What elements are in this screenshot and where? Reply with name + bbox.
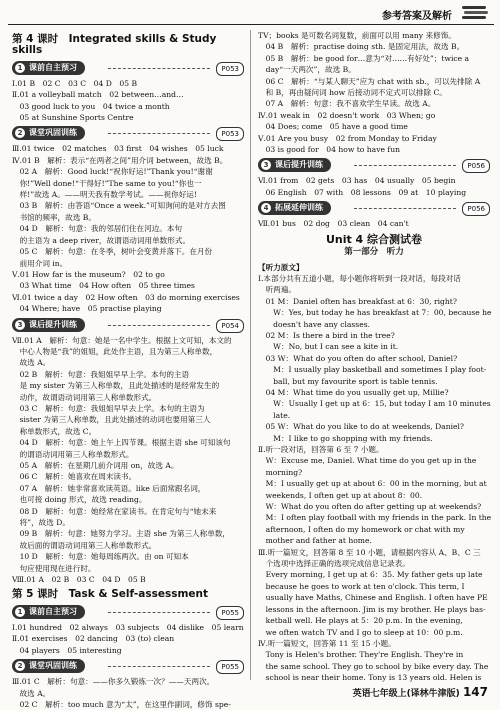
- section-label: 2 课堂巩固训练: [12, 659, 85, 673]
- text-line: 04 players 05 interesting: [12, 645, 122, 655]
- text-line: 03 good luck to you 04 twice a month: [12, 101, 170, 111]
- text-line: 05 W：What do you like to do at weekends, Daniel?: [258, 422, 465, 432]
- text-line: morning?: [258, 467, 303, 477]
- header-title: 参考答案及解析: [382, 11, 452, 22]
- text-line: afternoon, I often do my homework or chat with my: [258, 524, 465, 534]
- text-line: Ⅲ.01 twice 02 matches 03 first 04 wishes 05 luck: [12, 144, 224, 154]
- left-column: [12, 30, 244, 710]
- text-line: W：Yes, but today he has breakfast at 7：00, because he: [258, 308, 492, 318]
- section-label: 2 课堂巩固训练: [12, 126, 85, 140]
- text-line: 书馆的频率，故选 B。: [12, 212, 96, 222]
- text-line: 中心人物是“我”的姐姐，此处作主语，且为第三人称单数，: [12, 346, 218, 356]
- answer-block: [12, 143, 244, 314]
- text-line: 04 M：What time do you usually get up, Millie?: [258, 387, 449, 397]
- text-line: M：I usually play basketball and sometimes I play foot-: [258, 365, 487, 375]
- text-line: Ⅲ.01 C 解析：句意：——你多久锻炼一次？——天两次。: [12, 677, 215, 687]
- text-line: 句应使用现在进行时。: [12, 563, 96, 573]
- page-ref: P055: [216, 660, 244, 674]
- text-line: W：What do you often do after getting up at weekends?: [258, 502, 482, 512]
- text-line: 个选项中选择正确的选项完成信息记录表。: [258, 559, 410, 569]
- text-line: 03 W：What do you often do after school, Daniel?: [258, 353, 458, 363]
- text-line: 08 D 解析：句意：她经常在家读书。在肯定句与“她未来: [12, 506, 217, 516]
- text-line: 03 B 解析：由答语“Once a week.”可知询问的是对方去图: [12, 201, 226, 211]
- text-line: TV；books 是可数名词复数，前面可以用 many 来修饰。: [258, 31, 456, 40]
- text-line: 05 B 解析：be good for…意为“对……有好处”；twice a: [258, 53, 470, 63]
- text-line: 02 B 解析：句意：我姐姐早早上学。本句的主语: [12, 369, 190, 379]
- text-line: Ⅲ.听一篇短文，回答第 8 至 10 小题，请根据内容从 A、B、C 三: [258, 547, 481, 557]
- text-line: 02 M：Is there a bird in the tree?: [258, 330, 395, 340]
- text-line: sister 为第三人称单数，且此处描述的动词也要用第三人: [12, 415, 211, 425]
- text-line: Ⅰ.01 hundred 02 always 03 subjects 04 dislike 05 learn: [12, 622, 244, 632]
- page-footer: [353, 685, 488, 699]
- text-line: 是 my sister 为第三人称单数，且此处描述的是经常发生的: [12, 381, 220, 391]
- text-line: 05 A 解析：在星期几前介词用 on，故选 A。: [12, 461, 179, 470]
- section-label: 1 课前自主预习: [12, 61, 85, 75]
- section-bar-extend: [258, 201, 490, 215]
- text-line: 04 D 解析：句意：我的邻居们住在河边。本句: [12, 224, 183, 234]
- text-line: school is near their home. Tony is 13 years old. Helen is: [258, 673, 482, 683]
- text-line: 04 Does; come 05 have a good time: [258, 122, 408, 132]
- book-title: 英语七年级上(译林牛津版): [352, 689, 460, 699]
- text-line: doesn't have any classes.: [258, 319, 371, 329]
- text-line: 10 D 解析：句意：她每周练两次。由 on 可知本: [12, 552, 189, 562]
- answer-block: [12, 335, 244, 586]
- text-line: 04 D 解析：句意：她上午上四节课。根据主语 she 可知该句: [12, 438, 231, 448]
- unit-test-title: Unit 4 综合测试卷: [325, 232, 423, 246]
- listening-tag: 【听力原文】: [258, 262, 304, 272]
- text-line: 05 C 解析：句意：在冬季，树叶会变黄并落下。在月份: [12, 247, 213, 257]
- section-label: 1 课前自主预习: [12, 605, 85, 619]
- text-line: weekends, I often get up at about 8：00.: [258, 490, 423, 500]
- page-ref: P056: [462, 202, 490, 216]
- lesson4-title: 第 4 课时 Integrated skills & Study skills: [12, 33, 217, 57]
- text-line: W：No, but I can see a kite in it.: [258, 342, 399, 352]
- text-line: mother and father at home.: [258, 536, 372, 546]
- text-line: 前用介词 in。: [12, 258, 68, 268]
- text-line: 故后面的谓语动词用第三人称单数形式。: [12, 540, 157, 550]
- text-line: 样!”故选 A。——明天我有数学考试。——祝你好运!: [12, 190, 197, 200]
- text-line: 故选 A。: [12, 358, 51, 368]
- text-line: 动作，故谓语动词用第三人称单数形式。: [12, 392, 157, 402]
- right-column: [258, 30, 490, 684]
- page-number: 147: [462, 685, 488, 699]
- text-line: Ⅴ.01 Are you busy 02 from Monday to Friday: [258, 133, 437, 143]
- text-line: Ⅰ.本部分共有五道小题，每小题你将听到一段对话，每段对话: [258, 273, 461, 283]
- text-line: the same school. They go to school by bike every day. The: [258, 661, 489, 671]
- text-line: because he goes to work at ten o'clock. This term, I: [258, 581, 465, 591]
- text-line: W：Excuse me, Daniel. What time do you get up in the: [258, 456, 477, 466]
- text-line: 06 C 解析：她喜欢在周末读书。: [12, 472, 137, 482]
- text-line: Ⅱ.听一段对话，回答第 6 至 7 小题。: [258, 445, 384, 454]
- text-line: W：Usually I get up at 6：15, but today I am 10 minutes: [258, 399, 491, 409]
- page-ref: P053: [216, 127, 244, 141]
- text-line: 将”，故选 D。: [12, 518, 70, 528]
- section-bar-class: [12, 126, 244, 140]
- column-divider: [250, 30, 251, 680]
- page-ref: P054: [216, 319, 244, 333]
- text-line: 称单数形式，故选 C。: [12, 426, 97, 436]
- text-line: 03 is good for 04 how to have fun: [258, 145, 400, 155]
- section-label: 3 课后提升训练: [12, 318, 85, 332]
- text-line: Every morning, I get up at 6：35. My father gets up late: [258, 570, 483, 580]
- text-line: Ⅰ.01 B 02 C 03 C 04 D 05 B: [12, 78, 138, 88]
- text-line: 04 B 解析：practise doing sth. 是固定用法，故选 B。: [258, 42, 465, 52]
- text-line: 07 A 解析：她非常喜欢读英语。like 后面常跟名词，: [12, 483, 206, 493]
- listening-script: [258, 273, 490, 684]
- text-line: late.: [258, 410, 291, 420]
- text-line: 01 M：Daniel often has breakfast at 6：30, right?: [258, 296, 457, 306]
- text-line: 也可接 doing 形式，故选 reading。: [12, 495, 147, 505]
- header-rule: [8, 24, 494, 25]
- page-ref: P055: [216, 606, 244, 620]
- text-line: M：I usually get up at about 6：00 in the morning, but at: [258, 479, 487, 489]
- text-line: 你!”Well done!“干得好!”The same to you!“你也一: [12, 178, 202, 188]
- text-line: 听两遍。: [258, 285, 296, 295]
- answer-block: [12, 78, 244, 124]
- text-line: M：I often play football with my friends in the park. In the: [258, 513, 492, 523]
- text-line: Ⅳ.01 weak in 02 doesn't work 03 When; go: [258, 110, 436, 120]
- text-line: 的谓语动词用第三人称单数形式。: [12, 449, 134, 459]
- text-line: Ⅱ.01 a volleyball match 02 between…and…: [12, 90, 184, 100]
- text-line: Ⅷ.01 A 02 B 03 C 04 D 05 B: [12, 575, 146, 585]
- text-line: 的主语为 a deep river，故谓语动词用单数形式。: [12, 235, 191, 245]
- section-bar-preview: [12, 61, 244, 75]
- text-line: 04 Where; have 05 practise playing: [12, 304, 162, 314]
- text-line: ketball well. He plays at 5：20 p.m. In the evening,: [258, 616, 463, 626]
- part-title: 第一部分 听力: [344, 247, 404, 258]
- text-line: we often watch TV and I go to sleep at 10：00 p.m.: [258, 627, 463, 637]
- section-bar-class: [12, 659, 244, 673]
- text-line: 09 B 解析：句意：她努力学习。主语 she 为第三人称单数，: [12, 529, 231, 539]
- text-line: Ⅴ.01 How far is the museum? 02 to go: [12, 269, 165, 279]
- text-line: 06 English 07 with 08 lessons 09 at 10 playing: [258, 187, 467, 197]
- answer-block: [12, 622, 244, 656]
- section-bar-after: [258, 158, 490, 172]
- lesson5-title: 第 5 课时 Task & Self-assessment: [12, 588, 208, 601]
- section-bar-preview: [12, 605, 244, 619]
- text-line: 06 C 解析：“与某人聊天”应为 chat with sb.，可以先排除 A: [258, 76, 481, 86]
- text-line: Ⅱ.01 exercises 02 dancing 03 (to) clean: [12, 634, 175, 644]
- text-line: Tony is Helen's brother. They're English. They're in: [258, 650, 464, 660]
- section-label: 4 拓展延伸训练: [258, 201, 331, 215]
- text-line: Ⅶ.01 A 解析：句意：她是一名中学生。根据上文可知，本文的: [12, 335, 232, 345]
- text-line: 和 B，再由疑问词 how 后接动词不定式可以排除 C。: [258, 88, 447, 98]
- text-line: 02 C 解析：too much 意为“太”，在这里作副词，修饰 spe-: [12, 699, 231, 709]
- text-line: 03 What time 04 How often 05 three times: [12, 281, 195, 291]
- text-line: M：I like to go shopping with my friends.: [258, 433, 433, 443]
- text-line: Ⅶ.01 bus 02 dog 03 clean 04 can't: [258, 219, 409, 229]
- answer-block: [258, 30, 490, 155]
- section-label: 3 课后提升训练: [258, 158, 331, 172]
- text-line: lessons in the afternoon. Jim is my brother. He plays bas-: [258, 604, 486, 614]
- text-line: Ⅵ.01 from 02 gets 03 has 04 usually 05 begin: [258, 176, 456, 186]
- text-line: 03 C 解析：句意：我姐姐早早去上学。本句的主语为: [12, 403, 205, 413]
- text-line: Ⅵ.01 twice a day 02 How often 03 do morning exercises: [12, 292, 240, 302]
- text-line: Ⅳ.01 B 解析：表示“在两者之间”用介词 between，故选 B。: [12, 155, 228, 165]
- text-line: Ⅳ.听一篇短文，回答第 11 至 15 小题。: [258, 638, 396, 648]
- text-line: 05 at Sunshine Sports Centre: [12, 113, 134, 123]
- text-line: day“一天两次”，故选 B。: [258, 65, 356, 75]
- page-header: [0, 0, 500, 26]
- text-line: 故选 A。: [12, 688, 51, 698]
- page-ref: P056: [462, 159, 490, 173]
- text-line: 02 A 解析：Good luck!“祝你好运!”Thank you!“谢谢: [12, 167, 213, 177]
- section-bar-after: [12, 318, 244, 332]
- answer-block: [258, 175, 490, 198]
- page-ref: P053: [216, 62, 244, 76]
- text-line: 07 A 解析：句意：我不喜欢学生早读。故选 A。: [258, 99, 436, 109]
- text-line: usually have Maths, Chinese and English. I often have PE: [258, 593, 488, 603]
- text-line: ball, but my favourite sport is table tennis.: [258, 376, 438, 386]
- answer-block: [258, 218, 490, 229]
- stack-logo-icon: [460, 4, 490, 20]
